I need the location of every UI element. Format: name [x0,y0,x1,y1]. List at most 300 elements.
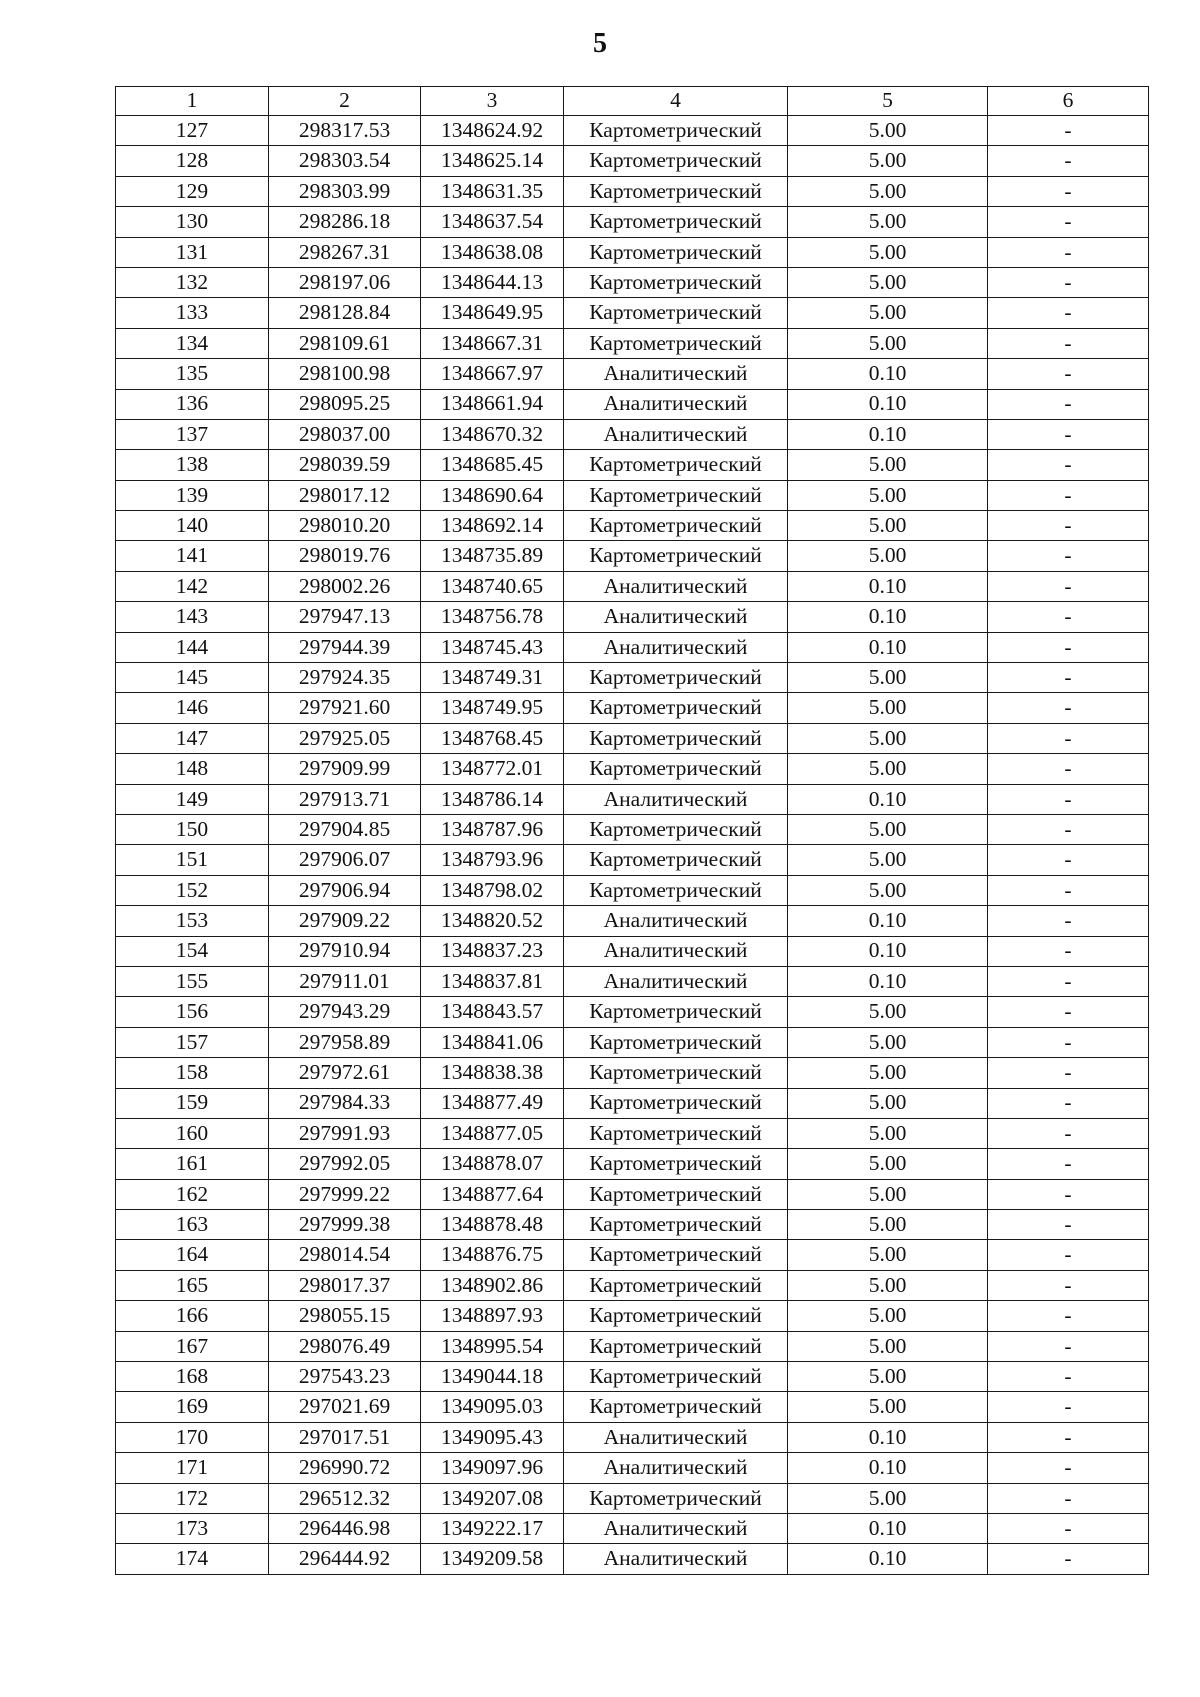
x-coordinate-cell: 298286.18 [269,207,421,237]
table-row [116,1058,1149,1088]
accuracy-cell: 5.00 [788,1088,988,1118]
x-coordinate-cell: 298303.54 [269,146,421,176]
note-cell: - [988,632,1149,662]
x-coordinate-cell: 297021.69 [269,1392,421,1422]
note-cell: - [988,966,1149,996]
x-coordinate-cell: 298128.84 [269,298,421,328]
point-number-cell: 163 [116,1210,269,1240]
table-row [116,359,1149,389]
y-coordinate-cell: 1348631.35 [421,176,564,206]
accuracy-cell: 5.00 [788,1118,988,1148]
point-number-cell: 170 [116,1422,269,1452]
accuracy-cell: 0.10 [788,571,988,601]
method-cell: Аналитический [564,936,788,966]
note-cell: - [988,176,1149,206]
x-coordinate-cell: 297943.29 [269,997,421,1027]
y-coordinate-cell: 1348820.52 [421,906,564,936]
table-row [116,875,1149,905]
y-coordinate-cell: 1348690.64 [421,480,564,510]
x-coordinate-cell: 297921.60 [269,693,421,723]
table-row [116,663,1149,693]
method-cell: Картометрический [564,845,788,875]
accuracy-cell: 5.00 [788,1270,988,1300]
method-cell: Картометрический [564,1118,788,1148]
note-cell: - [988,450,1149,480]
accuracy-cell: 5.00 [788,845,988,875]
table-row [116,632,1149,662]
x-coordinate-cell: 298197.06 [269,267,421,297]
table-row [116,450,1149,480]
accuracy-cell: 0.10 [788,906,988,936]
point-number-cell: 144 [116,632,269,662]
table-row [116,1210,1149,1240]
y-coordinate-cell: 1348838.38 [421,1058,564,1088]
note-cell: - [988,328,1149,358]
table-row [116,511,1149,541]
y-coordinate-cell: 1348772.01 [421,754,564,784]
point-number-cell: 156 [116,997,269,1027]
accuracy-cell: 0.10 [788,389,988,419]
table-row [116,480,1149,510]
point-number-cell: 138 [116,450,269,480]
table-row [116,146,1149,176]
point-number-cell: 131 [116,237,269,267]
coordinates-table [115,86,1149,1575]
note-cell: - [988,875,1149,905]
method-cell: Картометрический [564,176,788,206]
note-cell: - [988,146,1149,176]
table-row [116,814,1149,844]
note-cell: - [988,906,1149,936]
method-cell: Картометрический [564,1301,788,1331]
accuracy-cell: 5.00 [788,176,988,206]
note-cell: - [988,116,1149,146]
point-number-cell: 130 [116,207,269,237]
table-row [116,997,1149,1027]
x-coordinate-cell: 298109.61 [269,328,421,358]
table-row [116,1362,1149,1392]
note-cell: - [988,389,1149,419]
x-coordinate-cell: 297909.22 [269,906,421,936]
table-row [116,1179,1149,1209]
y-coordinate-cell: 1349222.17 [421,1513,564,1543]
point-number-cell: 166 [116,1301,269,1331]
y-coordinate-cell: 1349207.08 [421,1483,564,1513]
table-row [116,1118,1149,1148]
x-coordinate-cell: 297017.51 [269,1422,421,1452]
y-coordinate-cell: 1348768.45 [421,723,564,753]
point-number-cell: 134 [116,328,269,358]
point-number-cell: 140 [116,511,269,541]
table-row [116,1027,1149,1057]
page-number: 5 [593,28,607,59]
x-coordinate-cell: 297543.23 [269,1362,421,1392]
accuracy-cell: 5.00 [788,237,988,267]
point-number-cell: 153 [116,906,269,936]
column-header: 3 [421,87,564,116]
method-cell: Аналитический [564,571,788,601]
method-cell: Аналитический [564,419,788,449]
y-coordinate-cell: 1348667.97 [421,359,564,389]
note-cell: - [988,1483,1149,1513]
accuracy-cell: 0.10 [788,1453,988,1483]
y-coordinate-cell: 1348756.78 [421,602,564,632]
y-coordinate-cell: 1348843.57 [421,997,564,1027]
point-number-cell: 174 [116,1544,269,1574]
table-row [116,267,1149,297]
accuracy-cell: 5.00 [788,146,988,176]
method-cell: Картометрический [564,480,788,510]
point-number-cell: 173 [116,1513,269,1543]
table-row [116,571,1149,601]
method-cell: Картометрический [564,207,788,237]
table-row [116,966,1149,996]
method-cell: Картометрический [564,541,788,571]
accuracy-cell: 5.00 [788,1483,988,1513]
note-cell: - [988,1118,1149,1148]
accuracy-cell: 5.00 [788,116,988,146]
note-cell: - [988,480,1149,510]
note-cell: - [988,207,1149,237]
note-cell: - [988,1149,1149,1179]
point-number-cell: 127 [116,116,269,146]
accuracy-cell: 0.10 [788,1513,988,1543]
x-coordinate-cell: 298317.53 [269,116,421,146]
x-coordinate-cell: 298010.20 [269,511,421,541]
table-header-row [116,87,1149,116]
y-coordinate-cell: 1348667.31 [421,328,564,358]
x-coordinate-cell: 297906.07 [269,845,421,875]
method-cell: Аналитический [564,632,788,662]
note-cell: - [988,1544,1149,1574]
table-row [116,1301,1149,1331]
table-body [116,116,1149,1575]
y-coordinate-cell: 1348637.54 [421,207,564,237]
note-cell: - [988,571,1149,601]
point-number-cell: 159 [116,1088,269,1118]
y-coordinate-cell: 1348638.08 [421,237,564,267]
y-coordinate-cell: 1348841.06 [421,1027,564,1057]
y-coordinate-cell: 1348878.48 [421,1210,564,1240]
note-cell: - [988,784,1149,814]
point-number-cell: 164 [116,1240,269,1270]
y-coordinate-cell: 1348876.75 [421,1240,564,1270]
y-coordinate-cell: 1348793.96 [421,845,564,875]
method-cell: Аналитический [564,1422,788,1452]
x-coordinate-cell: 296444.92 [269,1544,421,1574]
y-coordinate-cell: 1348749.31 [421,663,564,693]
x-coordinate-cell: 297991.93 [269,1118,421,1148]
accuracy-cell: 5.00 [788,875,988,905]
method-cell: Картометрический [564,298,788,328]
x-coordinate-cell: 297992.05 [269,1149,421,1179]
point-number-cell: 143 [116,602,269,632]
y-coordinate-cell: 1348897.93 [421,1301,564,1331]
point-number-cell: 168 [116,1362,269,1392]
x-coordinate-cell: 298055.15 [269,1301,421,1331]
accuracy-cell: 5.00 [788,298,988,328]
method-cell: Аналитический [564,389,788,419]
accuracy-cell: 5.00 [788,1362,988,1392]
table-row [116,693,1149,723]
column-header: 2 [269,87,421,116]
y-coordinate-cell: 1348625.14 [421,146,564,176]
note-cell: - [988,1513,1149,1543]
note-cell: - [988,1422,1149,1452]
x-coordinate-cell: 298037.00 [269,419,421,449]
x-coordinate-cell: 298095.25 [269,389,421,419]
y-coordinate-cell: 1348740.65 [421,571,564,601]
note-cell: - [988,814,1149,844]
accuracy-cell: 5.00 [788,1179,988,1209]
x-coordinate-cell: 297906.94 [269,875,421,905]
accuracy-cell: 0.10 [788,632,988,662]
y-coordinate-cell: 1348749.95 [421,693,564,723]
table-row [116,602,1149,632]
accuracy-cell: 5.00 [788,1331,988,1361]
y-coordinate-cell: 1348877.05 [421,1118,564,1148]
table-row [116,754,1149,784]
accuracy-cell: 5.00 [788,207,988,237]
note-cell: - [988,267,1149,297]
note-cell: - [988,1240,1149,1270]
method-cell: Картометрический [564,511,788,541]
note-cell: - [988,1027,1149,1057]
note-cell: - [988,1301,1149,1331]
x-coordinate-cell: 297999.38 [269,1210,421,1240]
y-coordinate-cell: 1348644.13 [421,267,564,297]
accuracy-cell: 0.10 [788,359,988,389]
method-cell: Аналитический [564,1453,788,1483]
method-cell: Картометрический [564,1058,788,1088]
column-header: 4 [564,87,788,116]
y-coordinate-cell: 1348745.43 [421,632,564,662]
accuracy-cell: 5.00 [788,1027,988,1057]
point-number-cell: 146 [116,693,269,723]
y-coordinate-cell: 1348670.32 [421,419,564,449]
x-coordinate-cell: 297904.85 [269,814,421,844]
x-coordinate-cell: 296990.72 [269,1453,421,1483]
table-row [116,176,1149,206]
accuracy-cell: 5.00 [788,450,988,480]
method-cell: Картометрический [564,875,788,905]
method-cell: Картометрический [564,663,788,693]
table-row [116,541,1149,571]
table-row [116,1422,1149,1452]
x-coordinate-cell: 298019.76 [269,541,421,571]
note-cell: - [988,298,1149,328]
table-row [116,389,1149,419]
point-number-cell: 154 [116,936,269,966]
method-cell: Картометрический [564,1210,788,1240]
point-number-cell: 155 [116,966,269,996]
y-coordinate-cell: 1348649.95 [421,298,564,328]
method-cell: Картометрический [564,1027,788,1057]
x-coordinate-cell: 297913.71 [269,784,421,814]
method-cell: Аналитический [564,966,788,996]
accuracy-cell: 0.10 [788,966,988,996]
accuracy-cell: 5.00 [788,1301,988,1331]
x-coordinate-cell: 298267.31 [269,237,421,267]
note-cell: - [988,1179,1149,1209]
note-cell: - [988,845,1149,875]
point-number-cell: 157 [116,1027,269,1057]
point-number-cell: 169 [116,1392,269,1422]
method-cell: Картометрический [564,1362,788,1392]
x-coordinate-cell: 298017.12 [269,480,421,510]
accuracy-cell: 5.00 [788,723,988,753]
y-coordinate-cell: 1348624.92 [421,116,564,146]
method-cell: Картометрический [564,1270,788,1300]
point-number-cell: 141 [116,541,269,571]
table-row [116,845,1149,875]
note-cell: - [988,997,1149,1027]
y-coordinate-cell: 1348661.94 [421,389,564,419]
table-row [116,1088,1149,1118]
y-coordinate-cell: 1349044.18 [421,1362,564,1392]
y-coordinate-cell: 1348798.02 [421,875,564,905]
accuracy-cell: 5.00 [788,1149,988,1179]
point-number-cell: 136 [116,389,269,419]
point-number-cell: 132 [116,267,269,297]
x-coordinate-cell: 297972.61 [269,1058,421,1088]
point-number-cell: 160 [116,1118,269,1148]
y-coordinate-cell: 1348692.14 [421,511,564,541]
note-cell: - [988,237,1149,267]
note-cell: - [988,1270,1149,1300]
y-coordinate-cell: 1349095.03 [421,1392,564,1422]
accuracy-cell: 5.00 [788,663,988,693]
y-coordinate-cell: 1348837.81 [421,966,564,996]
x-coordinate-cell: 298017.37 [269,1270,421,1300]
table-row [116,1544,1149,1574]
table-row [116,1149,1149,1179]
point-number-cell: 128 [116,146,269,176]
y-coordinate-cell: 1348837.23 [421,936,564,966]
note-cell: - [988,419,1149,449]
table-row [116,936,1149,966]
y-coordinate-cell: 1348902.86 [421,1270,564,1300]
note-cell: - [988,1453,1149,1483]
method-cell: Картометрический [564,146,788,176]
method-cell: Картометрический [564,723,788,753]
table-row [116,298,1149,328]
y-coordinate-cell: 1348685.45 [421,450,564,480]
x-coordinate-cell: 298100.98 [269,359,421,389]
x-coordinate-cell: 297925.05 [269,723,421,753]
accuracy-cell: 5.00 [788,328,988,358]
point-number-cell: 171 [116,1453,269,1483]
method-cell: Картометрический [564,1149,788,1179]
point-number-cell: 129 [116,176,269,206]
note-cell: - [988,663,1149,693]
note-cell: - [988,1088,1149,1118]
x-coordinate-cell: 298014.54 [269,1240,421,1270]
accuracy-cell: 5.00 [788,754,988,784]
table-row [116,1453,1149,1483]
point-number-cell: 142 [116,571,269,601]
method-cell: Картометрический [564,1392,788,1422]
x-coordinate-cell: 296512.32 [269,1483,421,1513]
y-coordinate-cell: 1349097.96 [421,1453,564,1483]
x-coordinate-cell: 297944.39 [269,632,421,662]
x-coordinate-cell: 298002.26 [269,571,421,601]
note-cell: - [988,693,1149,723]
point-number-cell: 162 [116,1179,269,1209]
note-cell: - [988,723,1149,753]
accuracy-cell: 0.10 [788,602,988,632]
point-number-cell: 147 [116,723,269,753]
table-row [116,1270,1149,1300]
accuracy-cell: 0.10 [788,936,988,966]
note-cell: - [988,511,1149,541]
accuracy-cell: 5.00 [788,1240,988,1270]
method-cell: Аналитический [564,784,788,814]
method-cell: Картометрический [564,693,788,723]
note-cell: - [988,1392,1149,1422]
table-row [116,906,1149,936]
column-header: 5 [788,87,988,116]
point-number-cell: 150 [116,814,269,844]
x-coordinate-cell: 296446.98 [269,1513,421,1543]
point-number-cell: 149 [116,784,269,814]
accuracy-cell: 5.00 [788,511,988,541]
accuracy-cell: 0.10 [788,784,988,814]
point-number-cell: 139 [116,480,269,510]
accuracy-cell: 0.10 [788,1544,988,1574]
accuracy-cell: 5.00 [788,997,988,1027]
y-coordinate-cell: 1348877.64 [421,1179,564,1209]
method-cell: Аналитический [564,1544,788,1574]
point-number-cell: 145 [116,663,269,693]
accuracy-cell: 5.00 [788,1058,988,1088]
method-cell: Картометрический [564,1088,788,1118]
note-cell: - [988,602,1149,632]
accuracy-cell: 0.10 [788,1422,988,1452]
method-cell: Картометрический [564,267,788,297]
column-header: 1 [116,87,269,116]
note-cell: - [988,1210,1149,1240]
x-coordinate-cell: 298076.49 [269,1331,421,1361]
point-number-cell: 152 [116,875,269,905]
method-cell: Картометрический [564,450,788,480]
accuracy-cell: 0.10 [788,419,988,449]
accuracy-cell: 5.00 [788,267,988,297]
accuracy-cell: 5.00 [788,541,988,571]
x-coordinate-cell: 297958.89 [269,1027,421,1057]
point-number-cell: 148 [116,754,269,784]
y-coordinate-cell: 1348877.49 [421,1088,564,1118]
y-coordinate-cell: 1348786.14 [421,784,564,814]
table-row [116,723,1149,753]
y-coordinate-cell: 1348878.07 [421,1149,564,1179]
method-cell: Аналитический [564,1513,788,1543]
table-row [116,1513,1149,1543]
note-cell: - [988,1058,1149,1088]
point-number-cell: 158 [116,1058,269,1088]
method-cell: Картометрический [564,1240,788,1270]
table-row [116,1483,1149,1513]
note-cell: - [988,936,1149,966]
y-coordinate-cell: 1348735.89 [421,541,564,571]
x-coordinate-cell: 298039.59 [269,450,421,480]
accuracy-cell: 5.00 [788,1210,988,1240]
table-row [116,784,1149,814]
point-number-cell: 133 [116,298,269,328]
method-cell: Аналитический [564,359,788,389]
x-coordinate-cell: 297911.01 [269,966,421,996]
point-number-cell: 161 [116,1149,269,1179]
